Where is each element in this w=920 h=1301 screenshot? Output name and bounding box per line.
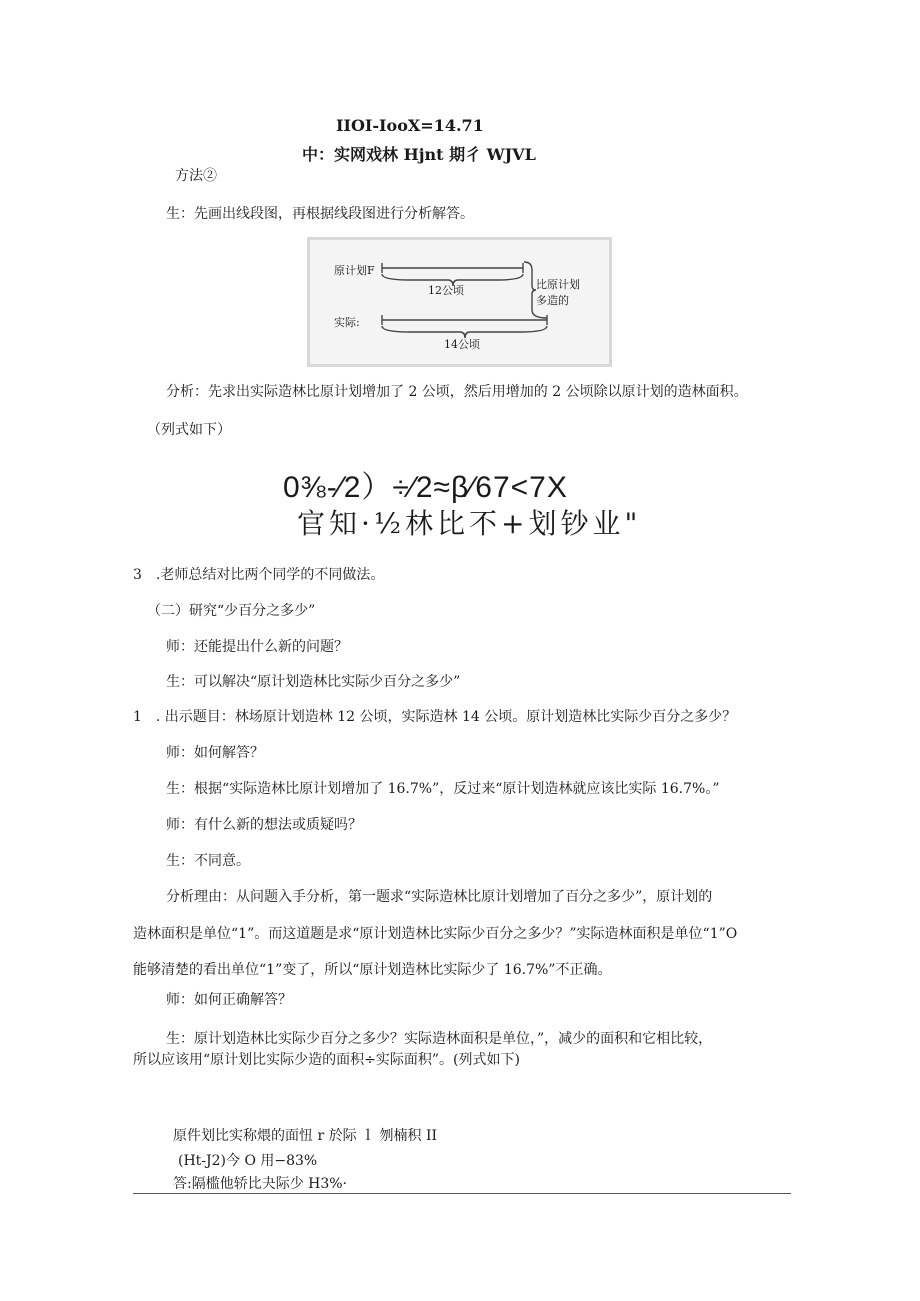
actual-value: 14公顷 <box>444 338 480 351</box>
line-segment-diagram <box>307 237 612 367</box>
student-answer-1: 生：可以解决“原计划造林比实际少百分之多少” <box>166 674 461 690</box>
method-label: 方法② <box>175 168 217 184</box>
formula-heading-line1: IIOI-IooX=14.71 <box>336 116 484 135</box>
student-answer-3: 生：不同意。 <box>166 853 250 869</box>
handwritten-line-1: 原件划比实称煨的面忸 r 於际 ｌ 刎楠积 II <box>173 1128 438 1144</box>
item-3: 3 .老师总结对比两个同学的不同做法。 <box>133 567 385 583</box>
reason-line-3: 能够清楚的看出单位“1”变了，所以“原计划造林比实际少了 16.7%”不正确。 <box>133 962 612 978</box>
handwritten-formula: 0⅜-∕2）÷∕2≈β∕67<7X <box>283 471 568 504</box>
plan-label: 原计划F <box>334 264 375 277</box>
formula-note: （列式如下） <box>147 422 231 438</box>
reason-line-1: 分析理由：从问题入手分析，第一题求“实际造林比原计划增加了百分之多少”，原计划的 <box>166 889 713 905</box>
teacher-question-1: 师：还能提出什么新的问题？ <box>166 639 348 655</box>
student-answer-4-line2: 所以应该用“原计划比实际少造的面积÷实际面积”。(列式如下) <box>133 1052 520 1068</box>
handwritten-answer: 官知·½林比不+划钞业" <box>297 507 642 540</box>
handwritten-line-2: (Ht-J2)今 O 用−83% <box>178 1153 318 1169</box>
analysis-paragraph: 分析：先求出实际造林比原计划增加了 2 公顷，然后用增加的 2 公顷除以原计划的造林面积。 <box>166 384 748 400</box>
teacher-question-2: 师：如何解答？ <box>166 745 264 761</box>
handwritten-line-3: 答:隔槛他轿比夬际少 H3%· <box>173 1176 348 1192</box>
actual-label: 实际: <box>334 316 360 329</box>
teacher-question-3: 师：有什么新的想法或质疑吗？ <box>166 817 362 833</box>
formula-heading-line2: 中：实网戏林 Hjnt 期彳 WJVL <box>302 145 536 164</box>
plan-value: 12公顷 <box>428 284 464 297</box>
student-answer-4-line1: 生：原计划造林比实际少百分之多少？实际造林面积是单位，”，减少的面积和它相比较， <box>166 1031 713 1047</box>
reason-line-2: 造林面积是单位“1”。而这道题是求“原计划造林比实际少百分之多少？”实际造林面积是单位“1”O <box>133 926 738 942</box>
item-1: 1 . 出示题目：林场原计划造林 12 公顷，实际造林 14 公顷。原计划造林比实际少百分之多少？ <box>133 709 737 725</box>
bottom-divider <box>133 1193 791 1194</box>
student-answer-2: 生：根据“实际造林比原计划增加了 16.7%”，反过来“原计划造林就应该比实际 16.7%。” <box>166 781 720 797</box>
student-statement: 生：先画出线段图，再根据线段图进行分析解答。 <box>166 206 474 222</box>
section-heading: （二）研究“少百分之多少” <box>147 603 316 619</box>
difference-label-1: 比原计划 <box>536 278 580 291</box>
difference-label-2: 多造的 <box>536 294 569 307</box>
teacher-question-4: 师：如何正确解答？ <box>166 992 292 1008</box>
